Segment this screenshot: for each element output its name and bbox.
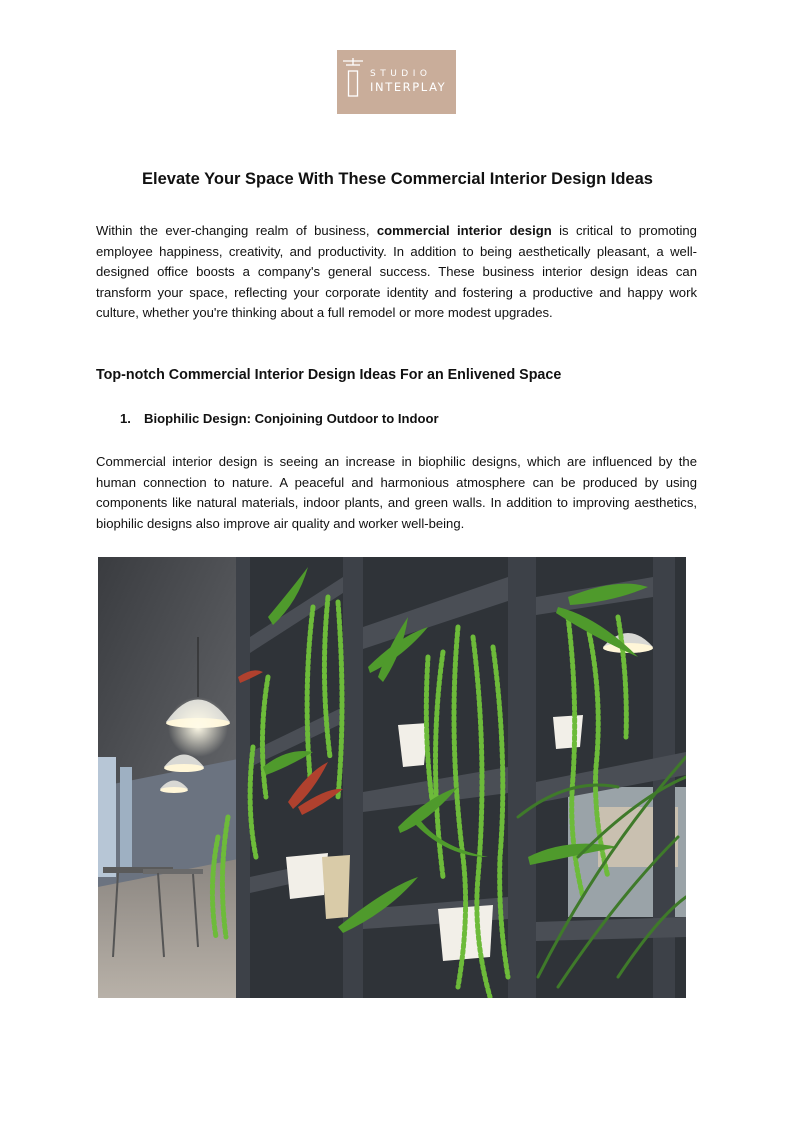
studio-interplay-logo <box>337 50 456 114</box>
intro-paragraph <box>96 221 697 324</box>
biophilic-paragraph: Commercial interior design is seeing an increase in biophilic designs, which are influenced by the human connection to nature. A peaceful and harmonious atmosphere can be produced by using components like natural materials, indoor plants, and green walls. In addition to improving aesthetics, biophilic designs also improve air quality and worker well-being. <box>96 454 697 531</box>
section-heading: Top-notch Commercial Interior Design Ideas For an Enlivened Space <box>96 367 562 383</box>
logo-text-studio: STUDIO <box>370 69 432 79</box>
commercial-interior-design-bold: commercial interior design <box>376 223 552 238</box>
intro-text-start: Within the ever-changing realm of business, <box>96 223 377 238</box>
page-title: Elevate Your Space With These Commercial Interior Design Ideas <box>142 170 653 188</box>
list-item <box>120 411 439 426</box>
intro-text-end: is critical to promoting employee happiness, creativity, and productivity. In addition to being aesthetically pleasant, a well-designed office boosts a company's general success. These business interior design ideas can transform your space, reflecting your corporate identity and fostering a productive and happy work culture, whether you're thinking about a full remodel or more modest upgrades. <box>96 223 697 321</box>
biophilic-shelf-photo <box>98 557 686 998</box>
logo-text-interplay: INTERPLAY <box>370 80 447 94</box>
list-item-label: Biophilic Design: Conjoining Outdoor to Indoor <box>144 411 439 426</box>
list-item-number: 1. <box>120 411 131 426</box>
